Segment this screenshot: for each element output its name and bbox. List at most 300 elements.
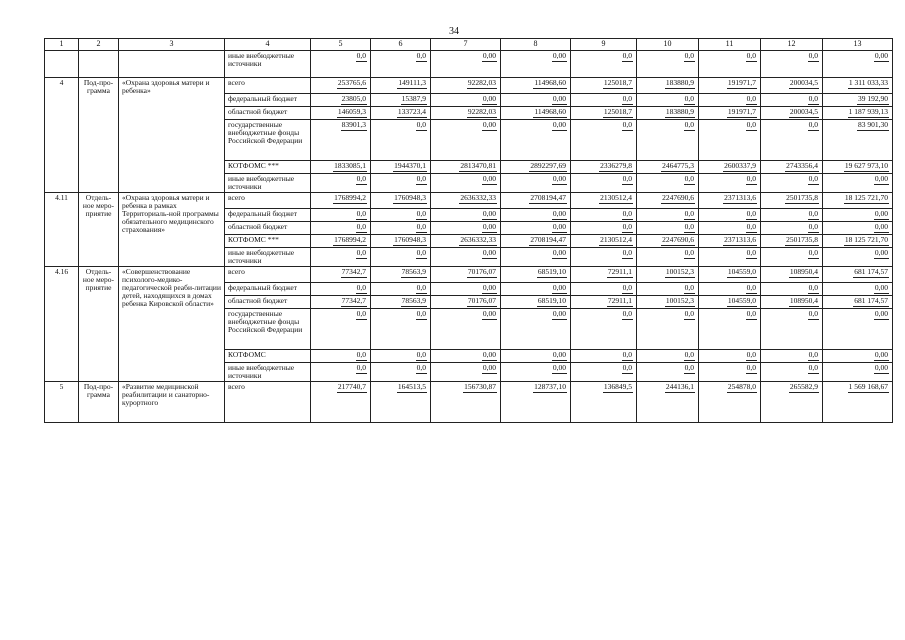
value-text: 0,0 [622, 222, 632, 231]
value-text: 0,0 [808, 283, 818, 292]
value-text: 0,0 [622, 209, 632, 218]
value-cell [637, 309, 699, 350]
value-text: 2636332,33 [460, 193, 496, 202]
value-cell [311, 267, 371, 283]
page-number: 34 [449, 26, 459, 37]
funding-source: иные внебюджетные источники [225, 174, 311, 193]
value-cell [371, 309, 431, 350]
value-cell [371, 296, 431, 309]
value-cell [371, 51, 431, 78]
value-cell [501, 309, 571, 350]
value-cell [823, 248, 893, 267]
value-cell [761, 296, 823, 309]
value-text: 0,0 [416, 309, 426, 318]
value-text: 0,0 [808, 209, 818, 218]
row-type: Отдель-ное меро-приятие [79, 267, 119, 382]
value-text: 0,00 [552, 248, 566, 257]
value-cell [501, 350, 571, 363]
value-text: 253765,6 [337, 78, 366, 87]
value-cell [311, 235, 371, 248]
value-cell [311, 161, 371, 174]
column-header: 9 [571, 39, 637, 51]
value-text: 0,0 [416, 120, 426, 129]
value-cell [431, 309, 501, 350]
table-body [45, 51, 893, 423]
value-text: 183880,9 [665, 78, 694, 87]
value-cell [311, 120, 371, 161]
value-text: 78563,9 [401, 296, 426, 305]
value-text: 0,0 [746, 94, 756, 103]
row-type: Под-про-грамма [79, 382, 119, 423]
value-text: 0,00 [874, 350, 888, 359]
value-cell [637, 51, 699, 78]
value-text: 191971,7 [727, 107, 756, 116]
value-cell [761, 94, 823, 107]
value-cell [637, 174, 699, 193]
value-cell [371, 107, 431, 120]
value-cell [823, 107, 893, 120]
value-cell [637, 193, 699, 209]
column-header: 8 [501, 39, 571, 51]
funding-source: областной бюджет [225, 296, 311, 309]
value-text: 0,0 [684, 120, 694, 129]
value-text: 0,00 [552, 222, 566, 231]
value-text: 114968,60 [534, 78, 566, 87]
value-cell [371, 209, 431, 222]
value-cell [571, 94, 637, 107]
value-cell [311, 248, 371, 267]
value-cell [699, 107, 761, 120]
value-text: 0,0 [416, 350, 426, 359]
value-text: 191971,7 [727, 78, 756, 87]
column-header: 6 [371, 39, 431, 51]
value-cell [501, 267, 571, 283]
value-cell [311, 382, 371, 423]
value-cell [431, 350, 501, 363]
value-cell [699, 51, 761, 78]
value-cell [699, 296, 761, 309]
table-row [45, 267, 893, 283]
value-cell [431, 161, 501, 174]
value-text: 72911,1 [607, 267, 632, 276]
value-text: 0,00 [482, 350, 496, 359]
value-text: 200034,5 [789, 78, 818, 87]
value-text: 0,0 [808, 51, 818, 60]
value-text: 681 174,57 [854, 296, 888, 305]
value-text: 0,00 [482, 209, 496, 218]
value-text: 15387,9 [401, 94, 426, 103]
value-cell [501, 296, 571, 309]
value-text: 0,0 [416, 248, 426, 257]
value-text: 0,0 [684, 283, 694, 292]
value-text: 128737,10 [534, 382, 566, 391]
value-text: 0,0 [746, 283, 756, 292]
value-cell [501, 235, 571, 248]
value-cell [637, 78, 699, 94]
value-cell [501, 382, 571, 423]
value-text: 0,00 [482, 283, 496, 292]
value-text: 1 311 033,33 [848, 78, 888, 87]
column-header: 5 [311, 39, 371, 51]
value-cell [637, 363, 699, 382]
value-cell [823, 235, 893, 248]
value-cell [699, 78, 761, 94]
value-cell [761, 51, 823, 78]
value-text: 0,0 [416, 174, 426, 183]
table-row [45, 193, 893, 209]
value-text: 244136,1 [665, 382, 694, 391]
value-text: 83 901,30 [858, 120, 888, 129]
value-cell [311, 209, 371, 222]
column-header: 11 [699, 39, 761, 51]
value-cell [571, 120, 637, 161]
value-cell [699, 382, 761, 423]
value-cell [761, 107, 823, 120]
value-text: 0,00 [482, 174, 496, 183]
value-text: 108950,4 [789, 296, 818, 305]
value-text: 0,0 [746, 51, 756, 60]
value-cell [431, 209, 501, 222]
value-text: 2336279,8 [600, 161, 632, 170]
row-name: «Охрана здоровья матери и ребенка» [119, 78, 225, 193]
funding-source: всего [225, 267, 311, 283]
value-cell [699, 161, 761, 174]
budget-table [44, 38, 893, 423]
value-cell [699, 309, 761, 350]
value-cell [699, 248, 761, 267]
value-cell [637, 222, 699, 235]
value-cell [699, 174, 761, 193]
value-cell [501, 209, 571, 222]
value-text: 0,0 [622, 94, 632, 103]
value-text: 217740,7 [337, 382, 366, 391]
value-text: 0,0 [416, 363, 426, 372]
value-cell [637, 235, 699, 248]
value-cell [431, 193, 501, 209]
value-cell [761, 363, 823, 382]
value-text: 1760948,3 [394, 193, 426, 202]
value-cell [699, 235, 761, 248]
value-cell [823, 51, 893, 78]
funding-source: иные внебюджетные источники [225, 51, 311, 78]
value-cell [637, 107, 699, 120]
value-text: 18 125 721,70 [844, 193, 888, 202]
value-text: 0,0 [356, 51, 366, 60]
value-cell [699, 94, 761, 107]
value-text: 0,0 [746, 309, 756, 318]
value-text: 0,0 [416, 283, 426, 292]
value-cell [699, 283, 761, 296]
value-cell [371, 222, 431, 235]
value-text: 0,0 [622, 283, 632, 292]
value-text: 0,00 [482, 248, 496, 257]
value-cell [371, 94, 431, 107]
value-cell [823, 267, 893, 283]
value-text: 0,0 [684, 350, 694, 359]
value-text: 2464775,3 [662, 161, 694, 170]
value-text: 0,0 [746, 209, 756, 218]
value-cell [311, 94, 371, 107]
value-cell [571, 382, 637, 423]
value-text: 0,0 [684, 209, 694, 218]
value-cell [571, 174, 637, 193]
value-text: 2892297,69 [530, 161, 566, 170]
column-header: 12 [761, 39, 823, 51]
value-text: 1 569 168,67 [848, 382, 888, 391]
value-text: 0,00 [482, 222, 496, 231]
value-cell [637, 94, 699, 107]
value-cell [311, 309, 371, 350]
value-text: 0,0 [746, 350, 756, 359]
value-cell [571, 222, 637, 235]
value-cell [637, 248, 699, 267]
value-cell [761, 174, 823, 193]
value-cell [431, 94, 501, 107]
value-cell [371, 267, 431, 283]
value-cell [371, 382, 431, 423]
value-cell [501, 78, 571, 94]
value-cell [637, 350, 699, 363]
row-name: «Развитие медицинской реабилитации и санаторно-курортного [119, 382, 225, 423]
value-text: 2743356,4 [786, 161, 818, 170]
value-text: 0,0 [808, 248, 818, 257]
value-cell [371, 120, 431, 161]
value-cell [371, 248, 431, 267]
value-text: 1760948,3 [394, 235, 426, 244]
value-cell [431, 120, 501, 161]
value-text: 0,0 [356, 363, 366, 372]
value-text: 114968,60 [534, 107, 566, 116]
header-row [45, 39, 893, 51]
value-cell [311, 51, 371, 78]
value-text: 78563,9 [401, 267, 426, 276]
value-cell [501, 363, 571, 382]
row-type [79, 51, 119, 78]
value-text: 254878,0 [727, 382, 756, 391]
value-cell [311, 193, 371, 209]
value-text: 0,0 [808, 174, 818, 183]
value-cell [371, 350, 431, 363]
value-cell [761, 248, 823, 267]
value-cell [431, 248, 501, 267]
value-cell [431, 235, 501, 248]
value-cell [371, 363, 431, 382]
column-header: 10 [637, 39, 699, 51]
value-cell [431, 107, 501, 120]
value-text: 0,00 [552, 283, 566, 292]
value-text: 0,0 [808, 309, 818, 318]
value-cell [571, 248, 637, 267]
value-cell [571, 78, 637, 94]
value-text: 104559,0 [727, 267, 756, 276]
funding-source: всего [225, 382, 311, 423]
value-text: 70176,07 [467, 296, 496, 305]
value-text: 2708194,47 [530, 193, 566, 202]
value-text: 0,00 [482, 51, 496, 60]
value-cell [501, 161, 571, 174]
value-text: 68519,10 [537, 267, 566, 276]
table-row [45, 51, 893, 78]
value-text: 0,00 [482, 309, 496, 318]
value-cell [571, 51, 637, 78]
value-cell [431, 283, 501, 296]
value-cell [637, 382, 699, 423]
value-cell [823, 193, 893, 209]
value-text: 2247690,6 [662, 193, 694, 202]
value-text: 2247690,6 [662, 235, 694, 244]
value-cell [637, 283, 699, 296]
value-text: 156730,87 [464, 382, 496, 391]
value-text: 92282,03 [467, 107, 496, 116]
value-text: 133723,4 [397, 107, 426, 116]
value-cell [371, 283, 431, 296]
value-cell [761, 267, 823, 283]
value-text: 0,0 [808, 94, 818, 103]
value-cell [371, 235, 431, 248]
value-cell [637, 209, 699, 222]
value-text: 0,0 [684, 222, 694, 231]
value-text: 83901,3 [341, 120, 366, 129]
value-cell [431, 267, 501, 283]
value-text: 0,0 [684, 363, 694, 372]
value-cell [699, 363, 761, 382]
value-cell [823, 78, 893, 94]
value-cell [761, 78, 823, 94]
value-text: 0,0 [746, 174, 756, 183]
value-text: 68519,10 [537, 296, 566, 305]
value-text: 0,0 [746, 248, 756, 257]
value-cell [637, 296, 699, 309]
value-text: 1768994,2 [334, 193, 366, 202]
value-text: 39 192,90 [858, 94, 888, 103]
value-text: 2130512,4 [600, 235, 632, 244]
column-header: 1 [45, 39, 79, 51]
value-text: 0,0 [622, 120, 632, 129]
value-text: 23805,0 [341, 94, 366, 103]
value-cell [311, 222, 371, 235]
value-text: 0,0 [746, 222, 756, 231]
value-text: 0,00 [482, 120, 496, 129]
value-cell [823, 350, 893, 363]
value-cell [311, 107, 371, 120]
value-text: 19 627 973,10 [844, 161, 888, 170]
value-cell [761, 193, 823, 209]
value-cell [501, 107, 571, 120]
value-cell [761, 120, 823, 161]
value-text: 0,00 [874, 363, 888, 372]
value-text: 0,0 [356, 309, 366, 318]
value-text: 0,0 [808, 350, 818, 359]
value-cell [761, 209, 823, 222]
value-text: 108950,4 [789, 267, 818, 276]
value-cell [371, 78, 431, 94]
value-cell [761, 350, 823, 363]
value-cell [431, 382, 501, 423]
value-cell [501, 248, 571, 267]
value-cell [761, 382, 823, 423]
value-text: 0,0 [808, 120, 818, 129]
value-text: 0,00 [552, 309, 566, 318]
row-type: Отдель-ное меро-приятие [79, 193, 119, 267]
funding-source: государственные внебюджетные фонды Российской Федерации [225, 309, 311, 350]
value-text: 0,00 [874, 248, 888, 257]
value-text: 0,0 [808, 222, 818, 231]
value-cell [699, 120, 761, 161]
value-text: 0,00 [874, 283, 888, 292]
value-text: 0,0 [416, 209, 426, 218]
value-cell [823, 94, 893, 107]
funding-source: всего [225, 78, 311, 94]
value-text: 0,0 [622, 174, 632, 183]
value-cell [823, 120, 893, 161]
value-text: 1833085,1 [334, 161, 366, 170]
value-text: 0,00 [482, 363, 496, 372]
value-cell [501, 174, 571, 193]
value-cell [311, 363, 371, 382]
value-cell [571, 235, 637, 248]
value-cell [571, 283, 637, 296]
column-header: 3 [119, 39, 225, 51]
value-cell [501, 120, 571, 161]
value-cell [823, 174, 893, 193]
value-text: 149111,3 [398, 78, 426, 87]
value-text: 70176,07 [467, 267, 496, 276]
column-header: 13 [823, 39, 893, 51]
value-text: 2813470,81 [460, 161, 496, 170]
value-text: 0,0 [622, 248, 632, 257]
value-cell [637, 267, 699, 283]
value-cell [761, 161, 823, 174]
value-text: 0,0 [684, 174, 694, 183]
value-text: 0,00 [874, 51, 888, 60]
value-cell [823, 382, 893, 423]
value-cell [823, 283, 893, 296]
value-text: 0,0 [746, 363, 756, 372]
value-cell [699, 267, 761, 283]
funding-source: областной бюджет [225, 107, 311, 120]
value-cell [571, 193, 637, 209]
row-name: «Совершенствование психолого-медико-педагогической реаби-литации детей, находящихся в домах ребенка Кировской области» [119, 267, 225, 382]
value-text: 2501735,8 [786, 235, 818, 244]
value-cell [311, 296, 371, 309]
value-text: 0,0 [684, 51, 694, 60]
value-cell [823, 309, 893, 350]
value-text: 164513,5 [397, 382, 426, 391]
table-row [45, 78, 893, 94]
value-text: 1944370,1 [394, 161, 426, 170]
value-cell [823, 161, 893, 174]
funding-source: иные внебюджетные источники [225, 363, 311, 382]
value-text: 0,00 [552, 363, 566, 372]
value-cell [501, 51, 571, 78]
value-text: 2501735,8 [786, 193, 818, 202]
value-text: 2371313,6 [724, 235, 756, 244]
value-cell [431, 51, 501, 78]
value-text: 1 187 939,13 [848, 107, 888, 116]
value-text: 0,00 [552, 51, 566, 60]
value-text: 0,00 [482, 94, 496, 103]
value-text: 0,0 [684, 309, 694, 318]
row-number: 5 [45, 382, 79, 423]
row-number: 4.11 [45, 193, 79, 267]
value-cell [571, 161, 637, 174]
value-cell [311, 78, 371, 94]
value-cell [571, 267, 637, 283]
funding-source: государственные внебюджетные фонды Российской Федерации [225, 120, 311, 161]
value-cell [637, 161, 699, 174]
value-cell [431, 296, 501, 309]
value-cell [501, 222, 571, 235]
